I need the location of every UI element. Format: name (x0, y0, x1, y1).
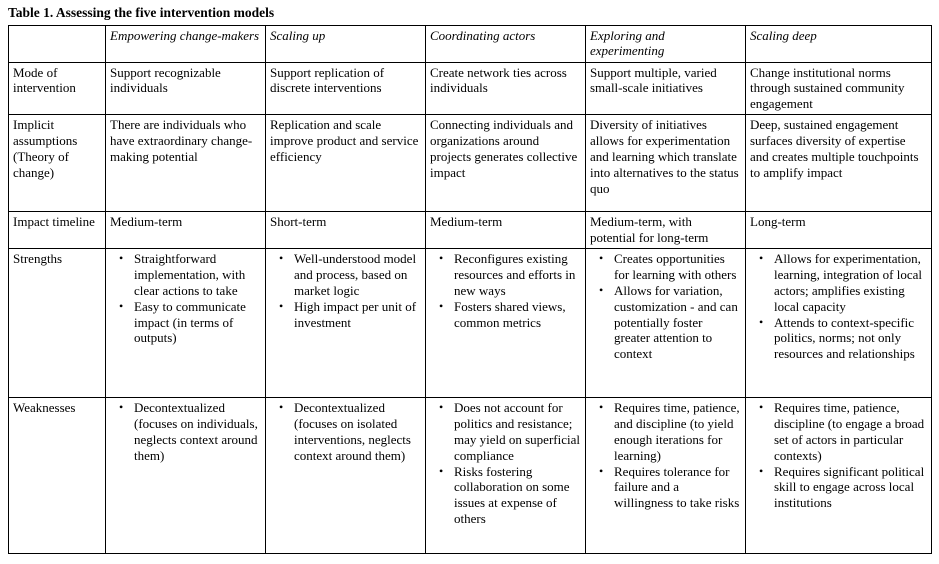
bullet-text: Creates opportunities for learning with others (614, 251, 737, 282)
table-cell: Short-term (266, 212, 426, 249)
bullet-icon: • (759, 463, 764, 478)
list-item (750, 251, 926, 314)
bullet-text: Easy to communicate impact (in terms of outputs) (134, 298, 246, 346)
bullet-text: Decontextualized (focuses on individuals, neglects context around them) (134, 400, 258, 463)
column-header-scaling-up: Scaling up (266, 25, 426, 62)
list-item (750, 464, 926, 512)
bullet-icon: • (599, 400, 604, 415)
column-header-empowering: Empowering change-makers (106, 25, 266, 62)
table-cell (266, 398, 426, 554)
bullet-text: Attends to context-specific politics, norms; not only resources and relationships (774, 314, 915, 362)
row-header-strengths: Strengths (9, 249, 106, 398)
bullet-text: Requires significant political skill to engage across local institutions (774, 463, 925, 511)
bullet-list (750, 400, 926, 511)
bullet-icon: • (279, 400, 284, 415)
table-cell: Deep, sustained engagement surfaces diversity of expertise and creates multiple touchpoints to amplify impact (746, 115, 932, 212)
list-item (110, 400, 260, 463)
list-item (270, 400, 420, 463)
bullet-icon: • (439, 463, 444, 478)
table-caption: Table 1. Assessing the five intervention models (8, 5, 275, 20)
bullet-icon: • (279, 298, 284, 313)
bullet-icon: • (759, 251, 764, 266)
bullet-list (430, 251, 580, 330)
column-header-scaling-deep: Scaling deep (746, 25, 932, 62)
bullet-icon: • (599, 282, 604, 297)
bullet-text: Fosters shared views, common metrics (454, 298, 566, 330)
table-cell: Medium-term (426, 212, 586, 249)
list-item (270, 251, 420, 299)
table-row-strengths (9, 249, 932, 398)
table-cell (426, 249, 586, 398)
bullet-text: Decontextualized (focuses on isolated interventions, neglects context around them) (294, 400, 411, 463)
table-row-weaknesses (9, 398, 932, 554)
bullet-list (270, 400, 420, 463)
list-item (110, 251, 260, 299)
table-cell (746, 249, 932, 398)
bullet-icon: • (439, 298, 444, 313)
bullet-text: High impact per unit of investment (294, 298, 417, 330)
bullet-icon: • (439, 400, 444, 415)
bullet-text: Well-understood model and process, based on market logic (294, 251, 417, 298)
bullet-text: Reconfigures existing resources and efforts in new ways (454, 251, 576, 298)
bullet-list (270, 251, 420, 330)
bullet-icon: • (439, 251, 444, 266)
bullet-text: Allows for variation, customization - and can potentially foster greater attention to context (614, 282, 738, 362)
row-header-mode: Mode of intervention (9, 62, 106, 115)
table-row-assumptions (9, 115, 932, 212)
list-item (590, 464, 740, 512)
list-item (430, 299, 580, 331)
bullet-list (750, 251, 926, 362)
table-cell (426, 398, 586, 554)
table-cell (106, 249, 266, 398)
table-cell (746, 398, 932, 554)
table-row-mode (9, 62, 932, 115)
table-row-timeline (9, 212, 932, 249)
column-header-coordinating: Coordinating actors (426, 25, 586, 62)
row-header-weaknesses: Weaknesses (9, 398, 106, 554)
bullet-list (590, 400, 740, 511)
row-header-assumptions: Implicit assumptions (Theory of change) (9, 115, 106, 212)
list-item (750, 400, 926, 463)
list-item (110, 299, 260, 347)
assessment-table (8, 25, 932, 555)
bullet-icon: • (759, 400, 764, 415)
bullet-icon: • (119, 400, 124, 415)
table-cell: Create network ties across individuals (426, 62, 586, 115)
table-cell: Change institutional norms through sustained community engagement (746, 62, 932, 115)
bullet-icon: • (759, 314, 764, 329)
bullet-list (430, 400, 580, 527)
list-item (750, 315, 926, 363)
table-cell (586, 398, 746, 554)
table-cell: Long-term (746, 212, 932, 249)
bullet-text: Allows for experimentation, learning, integration of local actors; amplifies existing local capacity (774, 251, 923, 314)
list-item (590, 251, 740, 283)
bullet-text: Requires time, patience, and discipline (to yield enough iterations for learning) (614, 400, 740, 463)
table-cell: Support multiple, varied small-scale initiatives (586, 62, 746, 115)
bullet-icon: • (279, 251, 284, 266)
bullet-text: Does not account for politics and resistance; may yield on superficial compliance (454, 400, 580, 463)
table-cell: Diversity of initiatives allows for experimentation and learning which translate into alternatives to the status quo (586, 115, 746, 212)
list-item (270, 299, 420, 331)
bullet-icon: • (599, 251, 604, 266)
list-item (430, 464, 580, 527)
table-cell (266, 249, 426, 398)
bullet-text: Requires tolerance for failure and a willingness to take risks (614, 463, 740, 511)
table-cell: Medium-term, with potential for long-term (586, 212, 746, 249)
table-cell: There are individuals who have extraordinary change-making potential (106, 115, 266, 212)
list-item (590, 283, 740, 362)
bullet-list (590, 251, 740, 362)
table-cell (106, 398, 266, 554)
table-cell: Support replication of discrete interventions (266, 62, 426, 115)
row-header-timeline: Impact timeline (9, 212, 106, 249)
list-item (430, 251, 580, 299)
table-cell (586, 249, 746, 398)
corner-cell (9, 25, 106, 62)
bullet-list (110, 251, 260, 346)
header-row (9, 25, 932, 62)
table-cell: Support recognizable individuals (106, 62, 266, 115)
bullet-text: Requires time, patience, discipline (to engage a broad set of actors in particular contexts) (774, 400, 925, 463)
table-cell: Connecting individuals and organizations around projects generates collective impact (426, 115, 586, 212)
list-item (430, 400, 580, 463)
list-item (590, 400, 740, 463)
bullet-icon: • (119, 251, 124, 266)
bullet-list (110, 400, 260, 463)
bullet-text: Straightforward implementation, with clear actions to take (134, 251, 246, 298)
bullet-icon: • (599, 463, 604, 478)
bullet-icon: • (119, 298, 124, 313)
table-cell: Replication and scale improve product and service efficiency (266, 115, 426, 212)
bullet-text: Risks fostering collaboration on some issues at expense of others (454, 463, 570, 527)
table-cell: Medium-term (106, 212, 266, 249)
column-header-exploring: Exploring and experimenting (586, 25, 746, 62)
